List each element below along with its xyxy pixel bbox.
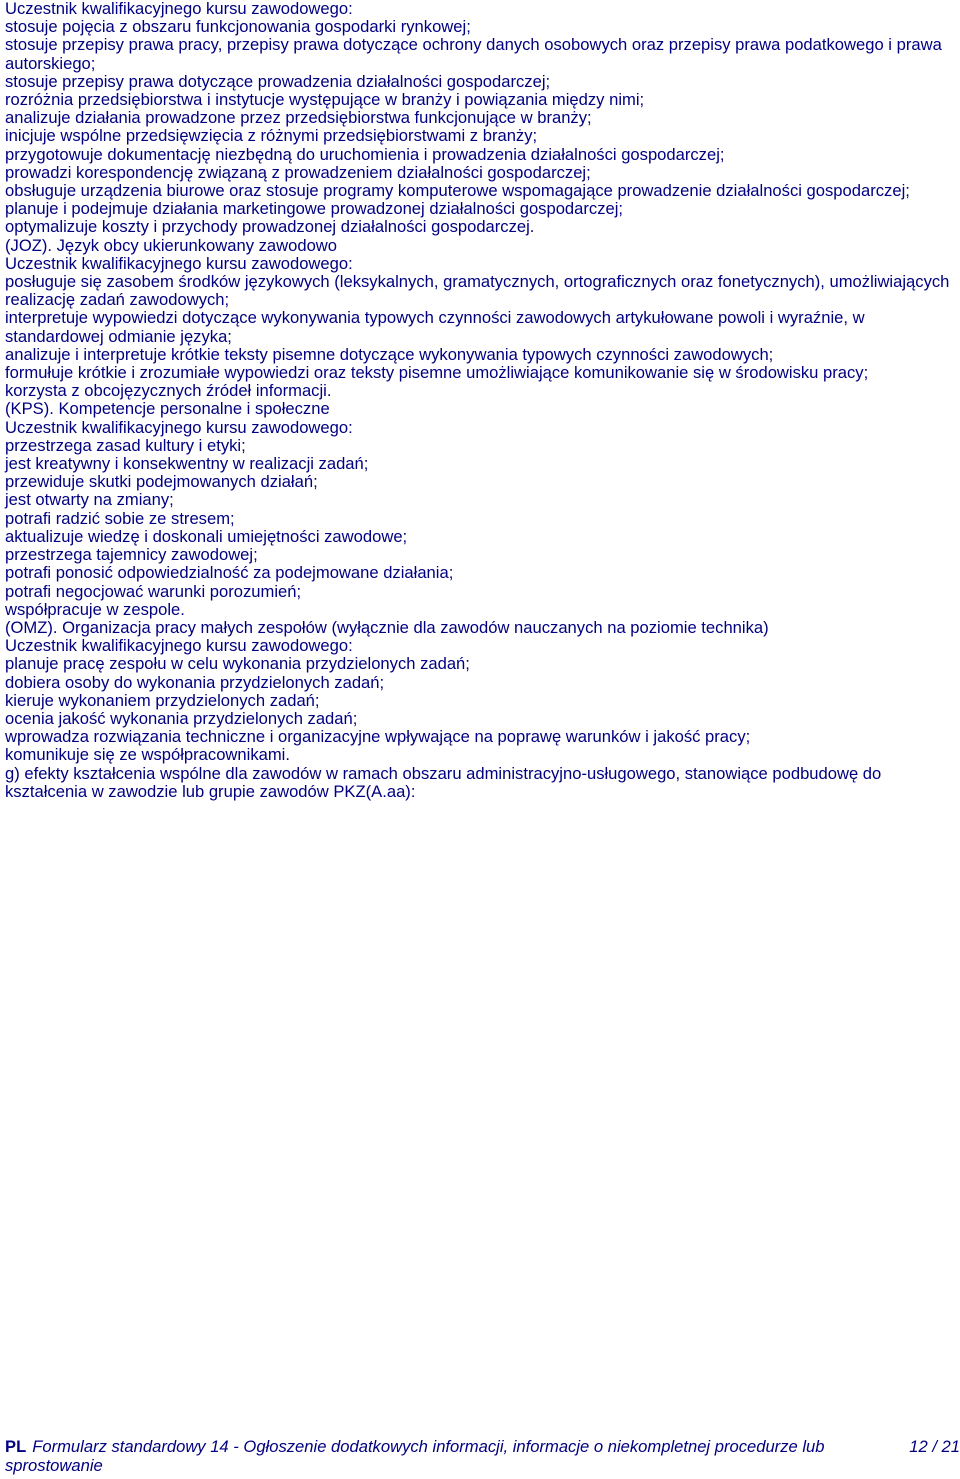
paragraph-line: interpretuje wypowiedzi dotyczące wykonywania typowych czynności zawodowych artykułowane powoli i wyraźnie, w standardowej odmianie języka; [5,308,865,346]
paragraph-line: aktualizuje wiedzę i doskonali umiejętności zawodowe; [5,526,408,546]
section-heading: g) efekty kształcenia wspólne dla zawodów w ramach obszaru administracyjno-usługowego, stanowiące podbudowę do kształcenia w zawodzie lub grupie zawodów PKZ(A.aa): [5,763,882,801]
paragraph-line: przestrzega zasad kultury i etyki; [5,435,246,455]
paragraph-line: prowadzi korespondencję związaną z prowadzeniem działalności gospodarczej; [5,162,591,182]
footer-page-number: 12 / 21 [909,1437,960,1456]
footer-form-title-continued: sprostowanie [5,1456,103,1475]
paragraph-line: inicjuje wspólne przedsięwzięcia z różnymi przedsiębiorstwami z branży; [5,126,538,146]
paragraph-line: potrafi negocjować warunki porozumień; [5,581,302,601]
paragraph-line: Uczestnik kwalifikacyjnego kursu zawodowego: [5,417,353,437]
document-body [5,0,957,801]
paragraph-line: ocenia jakość wykonania przydzielonych zadań; [5,708,358,728]
paragraph-line: optymalizuje koszty i przychody prowadzonej działalności gospodarczej. [5,217,535,237]
paragraph-line: przestrzega tajemnicy zawodowej; [5,545,258,565]
paragraph-line: posługuje się zasobem środków językowych (leksykalnych, gramatycznych, ortograficznych oraz fonetycznych), umożliwiających realizację zadań zawodowych; [5,272,950,310]
footer-form-line [5,1437,890,1456]
paragraph-line: przewiduje skutki podejmowanych działań; [5,472,318,492]
paragraph-line: jest kreatywny i konsekwentny w realizacji zadań; [5,454,369,474]
paragraph-line: komunikuje się ze współpracownikami. [5,745,290,765]
paragraph-line: jest otwarty na zmiany; [5,490,174,510]
paragraph-line: analizuje i interpretuje krótkie teksty pisemne dotyczące wykonywania typowych czynności zawodowych; [5,344,774,364]
section-heading: (OMZ). Organizacja pracy małych zespołów (wyłącznie dla zawodów nauczanych na poziomie technika) [5,617,769,637]
paragraph-line: Uczestnik kwalifikacyjnego kursu zawodowego: [5,636,353,656]
paragraph-line: Uczestnik kwalifikacyjnego kursu zawodowego: [5,0,353,18]
page-footer [5,1437,960,1479]
paragraph-line: planuje pracę zespołu w celu wykonania przydzielonych zadań; [5,654,470,674]
paragraph-line: dobiera osoby do wykonania przydzielonych zadań; [5,672,385,692]
paragraph-line: wprowadza rozwiązania techniczne i organizacyjne wpływające na poprawę warunków i jakość pracy; [5,727,751,747]
paragraph-line: współpracuje w zespole. [5,599,185,619]
footer-form-title: Formularz standardowy 14 - Ogłoszenie dodatkowych informacji, informacje o niekompletnej procedurze lub [32,1437,825,1456]
paragraph-line: obsługuje urządzenia biurowe oraz stosuje programy komputerowe wspomagające prowadzenie działalności gospodarczej; [5,181,910,201]
paragraph-line: przygotowuje dokumentację niezbędną do uruchomienia i prowadzenia działalności gospodarczej; [5,144,725,164]
paragraph-line: formułuje krótkie i zrozumiałe wypowiedzi oraz teksty pisemne umożliwiające komunikowanie się w środowisku pracy; [5,363,869,383]
paragraph-line: stosuje przepisy prawa pracy, przepisy prawa dotyczące ochrony danych osobowych oraz przepisy prawa podatkowego i prawa autorskiego; [5,35,942,73]
paragraph-line: Uczestnik kwalifikacyjnego kursu zawodowego: [5,253,353,273]
footer-language: PL [5,1437,27,1456]
paragraph-line: analizuje działania prowadzone przez przedsiębiorstwa funkcjonujące w branży; [5,108,592,128]
paragraph-line: planuje i podejmuje działania marketingowe prowadzonej działalności gospodarczej; [5,199,624,219]
paragraph-line: potrafi ponosić odpowiedzialność za podejmowane działania; [5,563,454,583]
paragraph-line: rozróżnia przedsiębiorstwa i instytucje występujące w branży i powiązania między nimi; [5,90,645,110]
paragraph-line: stosuje pojęcia z obszaru funkcjonowania gospodarki rynkowej; [5,17,471,37]
paragraph-line: stosuje przepisy prawa dotyczące prowadzenia działalności gospodarczej; [5,71,551,91]
paragraph-line: potrafi radzić sobie ze stresem; [5,508,235,528]
section-heading: (JOZ). Język obcy ukierunkowany zawodowo [5,235,338,255]
paragraph-line: kieruje wykonaniem przydzielonych zadań; [5,690,320,710]
paragraph-line: korzysta z obcojęzycznych źródeł informacji. [5,381,332,401]
section-heading: (KPS). Kompetencje personalne i społeczne [5,399,330,419]
